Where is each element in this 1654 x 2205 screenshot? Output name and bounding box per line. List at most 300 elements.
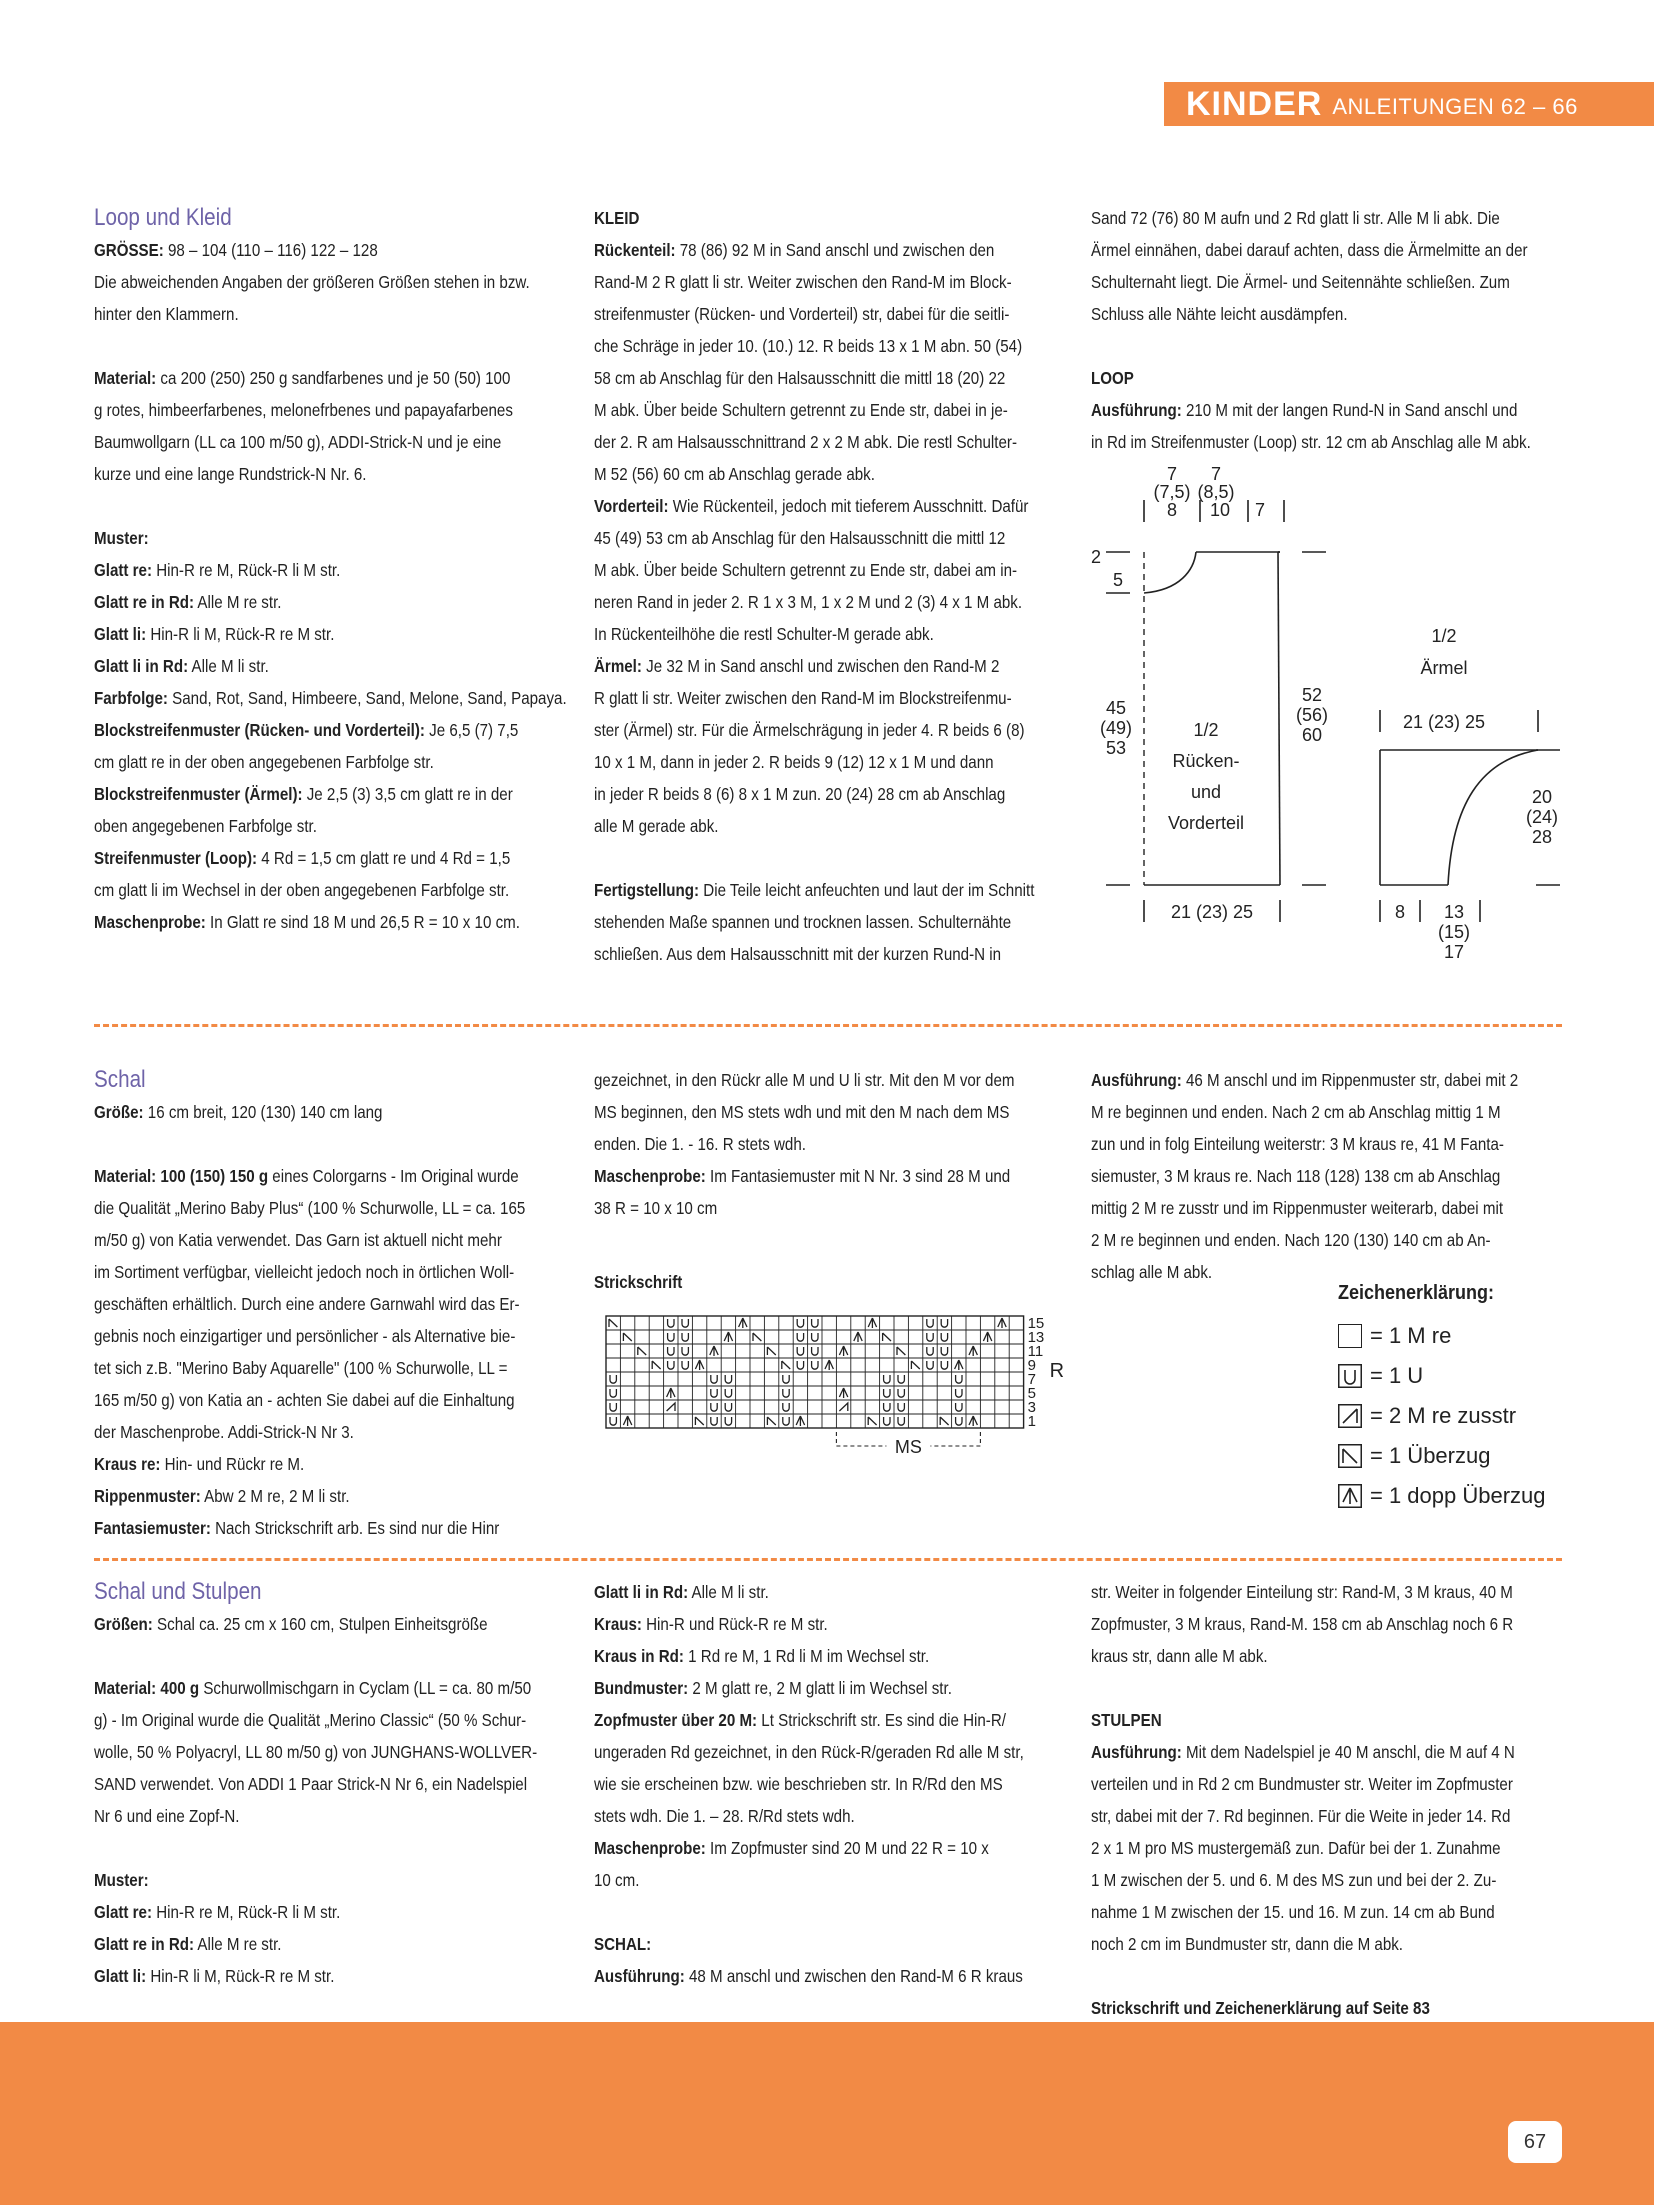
text-line bbox=[1091, 1064, 1573, 1096]
line-text: Hin-R re M, Rück-R li M str. bbox=[152, 1902, 341, 1922]
line-text: Lt Strickschrift str. Es sind die Hin-R/ bbox=[757, 1710, 1006, 1730]
ms-label: MS bbox=[894, 1437, 922, 1457]
row-number: 11 bbox=[1027, 1343, 1044, 1360]
bold-term: Ausführung: bbox=[1091, 400, 1182, 420]
text-line bbox=[94, 234, 576, 266]
text-line bbox=[594, 746, 1076, 778]
schal-column-1 bbox=[94, 1064, 576, 1544]
text-line bbox=[594, 938, 1076, 970]
text-line bbox=[94, 874, 576, 906]
text-line bbox=[1091, 1576, 1573, 1608]
line-text: M 52 (56) 60 cm ab Anschlag gerade abk. bbox=[594, 464, 875, 484]
label-body-2: und bbox=[1190, 782, 1222, 802]
label-left-2: (49) bbox=[1099, 718, 1133, 738]
line-text: ca 200 (250) 250 g sandfarbenes und je 50 (50) 100 bbox=[156, 368, 511, 388]
line-text: g) - Im Original wurde die Qualität „Merino Classic“ (50 % Schur- bbox=[94, 1710, 527, 1730]
bold-term: Bundmuster: bbox=[594, 1678, 689, 1698]
label-sleeve-r2: (24) bbox=[1525, 807, 1559, 827]
line-text: nahme 1 M zwischen der 15. und 16. M zun. 14 cm ab Bund bbox=[1091, 1902, 1495, 1922]
label-top-e: 7 bbox=[1254, 500, 1266, 520]
line-text: schlag alle M abk. bbox=[1091, 1262, 1213, 1282]
text-line bbox=[1091, 1704, 1573, 1736]
line-text: str. Weiter in folgender Einteilung str: Rand-M, 3 M kraus, 40 M bbox=[1091, 1582, 1513, 1602]
text-line bbox=[94, 1096, 576, 1128]
text-line bbox=[1091, 426, 1573, 458]
label-sleeve-r3: 28 bbox=[1531, 827, 1553, 847]
text-line bbox=[594, 906, 1076, 938]
bold-term: Glatt re in Rd: bbox=[94, 592, 195, 612]
text-line bbox=[594, 874, 1076, 906]
double-decrease-symbol-icon bbox=[1338, 1484, 1362, 1508]
bold-term: Ärmel: bbox=[594, 656, 642, 676]
side-seam bbox=[1278, 552, 1280, 885]
line-text: hinter den Klammern. bbox=[94, 304, 239, 324]
line-text: Sand, Rot, Sand, Himbeere, Sand, Melone, Sand, Papaya. bbox=[167, 688, 567, 708]
label-body-1: Rücken- bbox=[1172, 751, 1240, 771]
label-sleeve-b1: 8 bbox=[1394, 902, 1406, 922]
line-text: Alle M re str. bbox=[194, 1934, 282, 1954]
text-line bbox=[1091, 266, 1573, 298]
line-text: 1 M zwischen der 5. und 6. M des MS zun und bei der 2. Zu- bbox=[1091, 1870, 1497, 1890]
loop-kleid-column-2 bbox=[594, 202, 1076, 970]
loop-kleid-column-3 bbox=[1091, 202, 1573, 458]
text-line bbox=[94, 682, 576, 714]
legend-row-yarnover: = 1 U bbox=[1338, 1356, 1546, 1396]
bold-term: Muster: bbox=[94, 1870, 149, 1890]
bold-term: Blockstreifenmuster (Rücken- und Vorderteil): bbox=[94, 720, 425, 740]
label-neck-2: 5 bbox=[1112, 570, 1124, 590]
line-text: 38 R = 10 x 10 cm bbox=[594, 1198, 718, 1218]
line-text: Schulternaht liegt. Die Ärmel- und Seitennähte schließen. Zum bbox=[1091, 272, 1510, 292]
text-line bbox=[94, 1256, 576, 1288]
legend-row-k2tog: = 2 M re zusstr bbox=[1338, 1396, 1546, 1436]
blank-line bbox=[94, 1832, 576, 1864]
text-line bbox=[1091, 1928, 1573, 1960]
line-text: Je 32 M in Sand anschl und zwischen den Rand-M 2 bbox=[641, 656, 1000, 676]
line-text: kurze und eine lange Rundstrick-N Nr. 6. bbox=[94, 464, 367, 484]
text-line bbox=[1091, 1160, 1573, 1192]
line-text: geschäften erhältlich. Durch eine andere Garnwahl wird das Er- bbox=[94, 1294, 520, 1314]
text-line bbox=[594, 682, 1076, 714]
knitting-chart bbox=[594, 1300, 1264, 1500]
line-text: Hin-R und Rück-R re M str. bbox=[641, 1614, 828, 1634]
text-line bbox=[94, 1320, 576, 1352]
text-line bbox=[594, 1128, 1076, 1160]
line-text: 4 Rd = 1,5 cm glatt re und 4 Rd = 1,5 bbox=[257, 848, 511, 868]
bold-term: Kraus in Rd: bbox=[594, 1646, 684, 1666]
text-line bbox=[1091, 1896, 1573, 1928]
blank-line bbox=[94, 1128, 576, 1160]
line-text: M re beginnen und enden. Nach 2 cm ab Anschlag mittig 1 M bbox=[1091, 1102, 1501, 1122]
line-text: Rand-M 2 R glatt li str. Weiter zwischen den Rand-M im Block- bbox=[594, 272, 1012, 292]
text-line bbox=[594, 1160, 1076, 1192]
text-line bbox=[94, 1288, 576, 1320]
line-text: mittig 2 M re zusstr und im Rippenmuster weiterarb, dabei mit bbox=[1091, 1198, 1504, 1218]
front-neckline bbox=[1144, 552, 1196, 593]
text-line bbox=[94, 1896, 576, 1928]
bold-term: Größen: bbox=[94, 1614, 153, 1634]
text-line bbox=[94, 618, 576, 650]
bold-term: Glatt li in Rd: bbox=[94, 656, 189, 676]
line-text: wolle, 50 % Polyacryl, LL 80 m/50 g) von JUNGHANS-WOLLVER- bbox=[94, 1742, 538, 1762]
text-line bbox=[1091, 1128, 1573, 1160]
line-text: 210 M mit der langen Rund-N in Sand anschl und bbox=[1181, 400, 1518, 420]
line-text: Abw 2 M re, 2 M li str. bbox=[200, 1486, 350, 1506]
line-text: Mit dem Nadelspiel je 40 M anschl, die M auf 4 N bbox=[1181, 1742, 1515, 1762]
bold-term: Größe: bbox=[94, 1102, 144, 1122]
text-line bbox=[1091, 362, 1573, 394]
text-line bbox=[1091, 1736, 1573, 1768]
line-text: m/50 g) von Katia verwendet. Das Garn ist aktuell nicht mehr bbox=[94, 1230, 502, 1250]
bold-term: Vorderteil: bbox=[594, 496, 669, 516]
text-line bbox=[594, 1928, 1076, 1960]
loop-kleid-column-1 bbox=[94, 202, 576, 938]
text-line bbox=[594, 1800, 1076, 1832]
text-line bbox=[594, 1960, 1076, 1992]
text-line bbox=[94, 1768, 576, 1800]
blank-line bbox=[1091, 1672, 1573, 1704]
text-line bbox=[94, 1192, 576, 1224]
line-text: der Maschenprobe. Addi-Strick-N Nr 3. bbox=[94, 1422, 354, 1442]
blank-line bbox=[1091, 1960, 1573, 1992]
label-left-1: 45 bbox=[1105, 698, 1127, 718]
bold-term: Zopfmuster über 20 M: bbox=[594, 1710, 758, 1730]
line-text: gebnis noch einzigartiger und persönlicher - als Alternative bie- bbox=[94, 1326, 516, 1346]
schal-stulpen-column-3 bbox=[1091, 1576, 1573, 2024]
text-line bbox=[94, 906, 576, 938]
text-line bbox=[594, 1096, 1076, 1128]
text-line bbox=[94, 458, 576, 490]
line-text: siemuster, 3 M kraus re. Nach 118 (128) 138 cm ab Anschlag bbox=[1091, 1166, 1501, 1186]
text-line bbox=[594, 554, 1076, 586]
blank-line bbox=[1091, 330, 1573, 362]
label-sleeve-b3: (15) bbox=[1437, 922, 1471, 942]
section-heading: Loop und Kleid bbox=[94, 204, 232, 231]
text-line bbox=[594, 1608, 1076, 1640]
blank-line bbox=[94, 330, 576, 362]
bold-term: Glatt li: bbox=[94, 624, 147, 644]
bold-term: Glatt re in Rd: bbox=[94, 1934, 195, 1954]
line-text: Schal ca. 25 cm x 160 cm, Stulpen Einheitsgröße bbox=[152, 1614, 488, 1634]
text-line bbox=[94, 298, 576, 330]
label-sleeve-b2: 13 bbox=[1443, 902, 1465, 922]
line-text: M abk. Über beide Schultern getrennt zu Ende str, dabei in je- bbox=[594, 400, 1008, 420]
bold-term: Material: bbox=[94, 368, 157, 388]
line-text: M abk. Über beide Schultern getrennt zu Ende str, dabei am in- bbox=[594, 560, 1018, 580]
section-divider-1 bbox=[94, 1024, 1562, 1027]
line-text: schließen. Aus dem Halsausschnitt mit der kurzen Rund-N in bbox=[594, 944, 1002, 964]
line-text: Hin- und Rückr re M. bbox=[160, 1454, 305, 1474]
k2tog-symbol-icon bbox=[1338, 1404, 1362, 1428]
line-text: In Glatt re sind 18 M und 26,5 R = 10 x 10 cm. bbox=[205, 912, 520, 932]
text-line bbox=[594, 234, 1076, 266]
chart-r-label: R bbox=[1049, 1360, 1065, 1382]
line-text: 165 m/50 g) von Katia an - achten Sie dabei auf die Einhaltung bbox=[94, 1390, 515, 1410]
section-heading: Schal und Stulpen bbox=[94, 1578, 262, 1605]
line-text: neren Rand in jeder 2. R 1 x 3 M, 1 x 2 M und 2 (3) 4 x 1 M abk. bbox=[594, 592, 1023, 612]
bold-term: Glatt re: bbox=[94, 1902, 153, 1922]
line-text: Schluss alle Nähte leicht ausdämpfen. bbox=[1091, 304, 1348, 324]
section-divider-2 bbox=[94, 1558, 1562, 1561]
line-text: Ärmel einnähen, dabei darauf achten, dass die Ärmelmitte an der bbox=[1091, 240, 1528, 260]
row-number: 13 bbox=[1027, 1329, 1045, 1346]
line-text: ungeraden Rd gezeichnet, in den Rück-R/geraden Rd alle M str, bbox=[594, 1742, 1024, 1762]
bold-term: Maschenprobe: bbox=[594, 1838, 706, 1858]
text-line bbox=[594, 522, 1076, 554]
text-line bbox=[94, 522, 576, 554]
bold-term: STULPEN bbox=[1091, 1710, 1162, 1730]
text-line bbox=[94, 778, 576, 810]
text-line bbox=[594, 1064, 1076, 1096]
text-line bbox=[94, 650, 576, 682]
label-bottom: 21 (23) 25 bbox=[1170, 902, 1254, 922]
line-text: Hin-R re M, Rück-R li M str. bbox=[152, 560, 341, 580]
line-text: cm glatt li im Wechsel in der oben angegebenen Farbfolge str. bbox=[94, 880, 510, 900]
text-line bbox=[594, 298, 1076, 330]
text-line bbox=[594, 618, 1076, 650]
line-text: stehenden Maße spannen und trocknen lassen. Schulternähte bbox=[594, 912, 1012, 932]
line-text: tet sich z.B. "Merino Baby Aquarelle" (100 % Schurwolle, LL = bbox=[94, 1358, 508, 1378]
blank-line bbox=[594, 842, 1076, 874]
text-line bbox=[594, 458, 1076, 490]
text-line bbox=[94, 1448, 576, 1480]
legend-row-ssk: = 1 Überzug bbox=[1338, 1436, 1546, 1476]
bold-term: Rückenteil: bbox=[594, 240, 676, 260]
label-right-1: 52 bbox=[1301, 685, 1323, 705]
text-line bbox=[94, 1928, 576, 1960]
line-text: 58 cm ab Anschlag für den Halsausschnitt die mittl 18 (20) 22 bbox=[594, 368, 1006, 388]
schal-column-2 bbox=[594, 1064, 1076, 1224]
line-text: 10 cm. bbox=[594, 1870, 640, 1890]
text-line bbox=[94, 1416, 576, 1448]
line-text: in jeder R beids 8 (6) 8 x 1 M zun. 20 (24) 28 cm ab Anschlag bbox=[594, 784, 1006, 804]
bold-term: Material: 100 (150) 150 g bbox=[94, 1166, 269, 1186]
text-line bbox=[1091, 1224, 1573, 1256]
text-line bbox=[1091, 234, 1573, 266]
text-line bbox=[594, 778, 1076, 810]
text-line bbox=[594, 714, 1076, 746]
row-number: 9 bbox=[1027, 1357, 1036, 1374]
label-body-3: Vorderteil bbox=[1167, 813, 1245, 833]
line-text: Alle M re str. bbox=[194, 592, 282, 612]
text-line bbox=[1091, 394, 1573, 426]
line-text: die Qualität „Merino Baby Plus“ (100 % Schurwolle, LL = ca. 165 bbox=[94, 1198, 526, 1218]
text-line bbox=[94, 426, 576, 458]
line-text: 78 (86) 92 M in Sand anschl und zwischen den bbox=[675, 240, 995, 260]
bold-term: Glatt li in Rd: bbox=[594, 1582, 689, 1602]
schal-stulpen-column-1 bbox=[94, 1576, 576, 1992]
text-line bbox=[594, 426, 1076, 458]
line-text: wie sie erscheinen bzw. wie beschrieben str. In R/Rd den MS bbox=[594, 1774, 1003, 1794]
line-text: stets wdh. Die 1. – 28. R/Rd stets wdh. bbox=[594, 1806, 855, 1826]
line-text: 46 M anschl und im Rippenmuster str, dabei mit 2 bbox=[1181, 1070, 1519, 1090]
legend-row-double-decrease: = 1 dopp Überzug bbox=[1338, 1476, 1546, 1516]
text-line bbox=[94, 1960, 576, 1992]
text-line bbox=[94, 1512, 576, 1544]
section-title: KINDER bbox=[1186, 85, 1323, 123]
line-text: 16 cm breit, 120 (130) 140 cm lang bbox=[143, 1102, 383, 1122]
text-line bbox=[1091, 1096, 1573, 1128]
text-line bbox=[94, 1352, 576, 1384]
line-text: in Rd im Streifenmuster (Loop) str. 12 cm ab Anschlag alle M abk. bbox=[1091, 432, 1531, 452]
line-text: In Rückenteilhöhe die restl Schulter-M gerade abk. bbox=[594, 624, 934, 644]
text-line bbox=[94, 266, 576, 298]
text-line bbox=[1091, 1800, 1573, 1832]
line-text: enden. Die 1. - 16. R stets wdh. bbox=[594, 1134, 806, 1154]
row-number: 7 bbox=[1027, 1371, 1036, 1388]
line-text: verteilen und in Rd 2 cm Bundmuster str. Weiter im Zopfmuster bbox=[1091, 1774, 1513, 1794]
text-line bbox=[594, 1704, 1076, 1736]
text-line bbox=[94, 394, 576, 426]
line-text: Hin-R li M, Rück-R re M str. bbox=[146, 624, 335, 644]
text-line bbox=[594, 362, 1076, 394]
line-text: Nach Strickschrift arb. Es sind nur die Hinr bbox=[210, 1518, 500, 1538]
text-line bbox=[594, 1736, 1076, 1768]
bold-term: Kraus re: bbox=[94, 1454, 161, 1474]
label-neck-1: 2 bbox=[1090, 547, 1102, 567]
text-line bbox=[594, 1192, 1076, 1224]
bold-term: Ausführung: bbox=[594, 1966, 685, 1986]
bold-term: Glatt re: bbox=[94, 560, 153, 580]
text-line bbox=[594, 1672, 1076, 1704]
bold-term: Ausführung: bbox=[1091, 1742, 1182, 1762]
line-text: Im Zopfmuster sind 20 M und 22 R = 10 x bbox=[705, 1838, 989, 1858]
label-top-b: 7 bbox=[1210, 464, 1222, 484]
line-text: Zopfmuster, 3 M kraus, Rand-M. 158 cm ab Anschlag noch 6 R bbox=[1091, 1614, 1514, 1634]
bold-term: Streifenmuster (Loop): bbox=[94, 848, 258, 868]
chart-title: Strickschrift bbox=[594, 1272, 683, 1292]
text-line bbox=[94, 714, 576, 746]
text-line bbox=[594, 1864, 1076, 1896]
text-line bbox=[94, 1608, 576, 1640]
text-line bbox=[94, 842, 576, 874]
text-line bbox=[1091, 298, 1573, 330]
blank-line bbox=[594, 1896, 1076, 1928]
line-text: R glatt li str. Weiter zwischen den Rand-M im Blockstreifenmu- bbox=[594, 688, 1012, 708]
section-heading: Schal bbox=[94, 1066, 146, 1093]
legend-row-knit: = 1 M re bbox=[1338, 1316, 1546, 1356]
page-number: 67 bbox=[1508, 2121, 1562, 2163]
label-sleeve: Ärmel bbox=[1420, 658, 1468, 678]
label-top-c: 8 bbox=[1166, 500, 1178, 520]
line-text: alle M gerade abk. bbox=[594, 816, 719, 836]
line-text: 2 x 1 M pro MS mustergemäß zun. Dafür bei der 1. Zunahme bbox=[1091, 1838, 1501, 1858]
label-top-a2: (7,5) bbox=[1153, 482, 1191, 502]
schal-column-3 bbox=[1091, 1064, 1573, 1288]
text-line bbox=[1091, 202, 1573, 234]
line-text: cm glatt re in der oben angegebenen Farbfolge str. bbox=[94, 752, 434, 772]
text-line bbox=[594, 586, 1076, 618]
text-line bbox=[1091, 1192, 1573, 1224]
line-text: 45 (49) 53 cm ab Anschlag für den Halsausschnitt die mittl 12 bbox=[594, 528, 1006, 548]
text-line bbox=[594, 1768, 1076, 1800]
bold-term: Muster: bbox=[94, 528, 149, 548]
bold-term: Maschenprobe: bbox=[594, 1166, 706, 1186]
label-sleeve-r1: 20 bbox=[1531, 787, 1553, 807]
line-text: oben angegebenen Farbfolge str. bbox=[94, 816, 317, 836]
line-text: 10 x 1 M, dann in jeder 2. R beids 9 (12) 12 x 1 M und dann bbox=[594, 752, 994, 772]
garment-schematic bbox=[1080, 460, 1580, 980]
text-line bbox=[594, 490, 1076, 522]
text-line bbox=[94, 1384, 576, 1416]
bold-term: Strickschrift und Zeichenerklärung auf Seite 83 bbox=[1091, 1998, 1430, 2018]
text-line bbox=[594, 650, 1076, 682]
line-text: Je 2,5 (3) 3,5 cm glatt re in der bbox=[302, 784, 513, 804]
text-line bbox=[594, 394, 1076, 426]
line-text: im Sortiment verfügbar, vielleicht jedoch noch in örtlichen Woll- bbox=[94, 1262, 515, 1282]
line-text: Die Teile leicht anfeuchten und laut der im Schnitt bbox=[699, 880, 1035, 900]
text-line bbox=[594, 266, 1076, 298]
row-number: 15 bbox=[1027, 1315, 1045, 1332]
line-text: der 2. R am Halsausschnittrand 2 x 2 M abk. Die restl Schulter- bbox=[594, 432, 1017, 452]
page-footer bbox=[0, 2022, 1654, 2205]
text-line bbox=[94, 810, 576, 842]
text-line bbox=[594, 1832, 1076, 1864]
text-line bbox=[1091, 1864, 1573, 1896]
line-text: zun und in folg Einteilung weiterstr: 3 M kraus re, 41 M Fanta- bbox=[1091, 1134, 1504, 1154]
label-top-d: 10 bbox=[1209, 500, 1231, 520]
text-line bbox=[94, 1736, 576, 1768]
bold-term: LOOP bbox=[1091, 368, 1134, 388]
text-line bbox=[1091, 1832, 1573, 1864]
label-right-3: 60 bbox=[1301, 725, 1323, 745]
text-line bbox=[94, 586, 576, 618]
line-text: 2 M glatt re, 2 M glatt li im Wechsel str. bbox=[688, 1678, 952, 1698]
line-text: noch 2 cm im Bundmuster str, dann die M abk. bbox=[1091, 1934, 1404, 1954]
line-text: Hin-R li M, Rück-R re M str. bbox=[146, 1966, 335, 1986]
line-text: streifenmuster (Rücken- und Vorderteil) str, dabei für die seitli- bbox=[594, 304, 1010, 324]
text-line bbox=[94, 1224, 576, 1256]
label-top-b2: (8,5) bbox=[1197, 482, 1235, 502]
line-text: MS beginnen, den MS stets wdh und mit den M nach dem MS bbox=[594, 1102, 1010, 1122]
bold-term: Fertigstellung: bbox=[594, 880, 700, 900]
knit-symbol-icon bbox=[1338, 1324, 1362, 1348]
bold-term: Rippenmuster: bbox=[94, 1486, 201, 1506]
label-right-2: (56) bbox=[1295, 705, 1329, 725]
ssk-symbol-icon bbox=[1338, 1444, 1362, 1468]
text-line bbox=[94, 1704, 576, 1736]
bold-term: SCHAL: bbox=[594, 1934, 652, 1954]
bold-term: Blockstreifenmuster (Ärmel): bbox=[94, 784, 303, 804]
label-half: 1/2 bbox=[1193, 720, 1219, 740]
text-line bbox=[94, 554, 576, 586]
text-line bbox=[594, 810, 1076, 842]
line-text: 98 – 104 (110 – 116) 122 – 128 bbox=[163, 240, 378, 260]
bold-term: Fantasiemuster: bbox=[94, 1518, 211, 1538]
line-text: Alle M li str. bbox=[188, 656, 269, 676]
text-line bbox=[94, 1480, 576, 1512]
line-text: Schurwollmischgarn in Cyclam (LL = ca. 80 m/50 bbox=[199, 1678, 532, 1698]
text-line bbox=[94, 1864, 576, 1896]
line-text: Nr 6 und eine Zopf-N. bbox=[94, 1806, 240, 1826]
text-line bbox=[94, 1160, 576, 1192]
label-sleeve-half: 1/2 bbox=[1431, 626, 1457, 646]
line-text: 48 M anschl und zwischen den Rand-M 6 R kraus bbox=[684, 1966, 1023, 1986]
line-text: str, dabei mit der 7. Rd beginnen. Für die Weite in jeder 14. Rd bbox=[1091, 1806, 1511, 1826]
row-number: 5 bbox=[1027, 1385, 1036, 1402]
line-text: Wie Rückenteil, jedoch mit tieferem Ausschnitt. Dafür bbox=[668, 496, 1029, 516]
line-text: 1 Rd re M, 1 Rd li M im Wechsel str. bbox=[683, 1646, 930, 1666]
line-text: eines Colorgarns - Im Original wurde bbox=[268, 1166, 519, 1186]
bold-term: Maschenprobe: bbox=[94, 912, 206, 932]
line-text: 2 M re beginnen und enden. Nach 120 (130) 140 cm ab An- bbox=[1091, 1230, 1491, 1250]
section-subtitle: ANLEITUNGEN 62 – 66 bbox=[1332, 94, 1578, 119]
bold-term: Ausführung: bbox=[1091, 1070, 1182, 1090]
text-line bbox=[94, 1800, 576, 1832]
line-text: gezeichnet, in den Rückr alle M und U li str. Mit den M vor dem bbox=[594, 1070, 1015, 1090]
text-line bbox=[594, 1576, 1076, 1608]
text-line bbox=[594, 330, 1076, 362]
